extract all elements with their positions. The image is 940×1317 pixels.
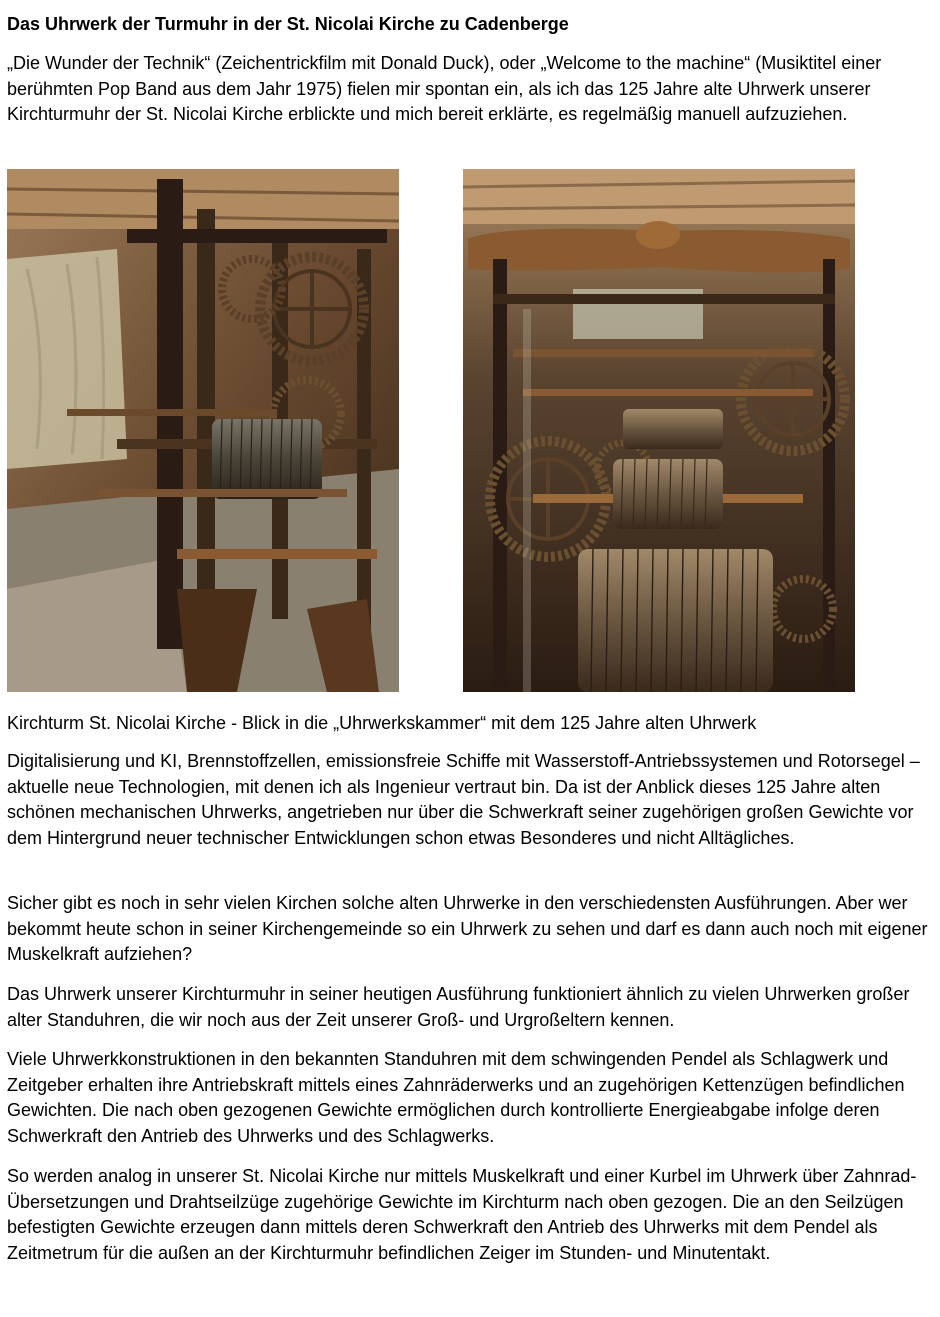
clockwork-photo-left [7, 169, 399, 692]
paragraph-construction: Viele Uhrwerkkonstruktionen in den bekannten Standuhren mit dem schwingenden Pendel als Schlagwerk und Zeitgeber erhalten ihre Antriebskraft mittels eines Zahnräderwerks und an zugehörigen Kettenzügen befindlichen Gewichten. Die nach oben gezogenen Gewichte ermöglichen durch kontrollierte Energieabgabe infolge deren Schwerkraft den Antrieb des Uhrwerks und des Schlagwerks. [7, 1049, 905, 1146]
clockwork-photo-right [463, 169, 855, 692]
paragraph-technology: Digitalisierung und KI, Brennstoffzellen, emissionsfreie Schiffe mit Wasserstoff-Antriebssystemen und Rotorsegel – aktuelle neue Technologien, mit denen ich als Ingenieur vertraut bin. Da ist der Anblick dieses 125 Jahre alten schönen mechanischen Uhrwerks, angetrieben nur über die Schwerkraft seiner zugehörigen großen Gewichte vor dem Hintergrund neuer technischer Entwicklungen schon etwas Besonderes und nicht Alltägliches. [7, 751, 920, 848]
intro-paragraph: „Die Wunder der Technik“ (Zeichentrickfilm mit Donald Duck), oder „Welcome to the machine“ (Musiktitel einer berühmten Pop Band aus dem Jahr 1975) fielen mir spontan ein, als ich das 125 Jahre alte Uhrwerk unserer Kirchturmuhr der St. Nicolai Kirche erblickte und mich bereit erklärte, es regelmäßig manuell aufzuziehen. [7, 53, 882, 125]
paragraph-churches: Sicher gibt es noch in sehr vielen Kirchen solche alten Uhrwerke in den verschiedensten Ausführungen. Aber wer bekommt heute schon in seiner Kirchengemeinde so ein Uhrwerk zu sehen und darf es dann auch noch mit eigener Muskelkraft aufziehen? [7, 893, 928, 965]
paragraph-standuhren: Das Uhrwerk unserer Kirchturmuhr in seiner heutigen Ausführung funktioniert ähnlich zu vielen Uhrwerken großer alter Standuhren, die wir noch aus der Zeit unserer Groß- und Urgroßeltern kennen. [7, 984, 910, 1030]
paragraph-mechanism: So werden analog in unserer St. Nicolai Kirche nur mittels Muskelkraft und einer Kurbel im Uhrwerk über Zahnrad-Übersetzungen und Drahtseilzüge zugehörige Gewichte im Kirchturm nach oben gezogen. Die an den Seilzügen befestigten Gewichte erzeugen dann mittels deren Schwerkraft den Antrieb des Uhrwerks mit dem Pendel als Zeitmetrum für die außen an der Kirchturmuhr befindlichen Zeiger im Stunden- und Minutentakt. [7, 1166, 917, 1263]
image-caption: Kirchturm St. Nicolai Kirche - Blick in die „Uhrwerkskammer“ mit dem 125 Jahre alten Uhrwerk [7, 713, 757, 733]
article-title: Das Uhrwerk der Turmuhr in der St. Nicolai Kirche zu Cadenberge [7, 14, 569, 34]
